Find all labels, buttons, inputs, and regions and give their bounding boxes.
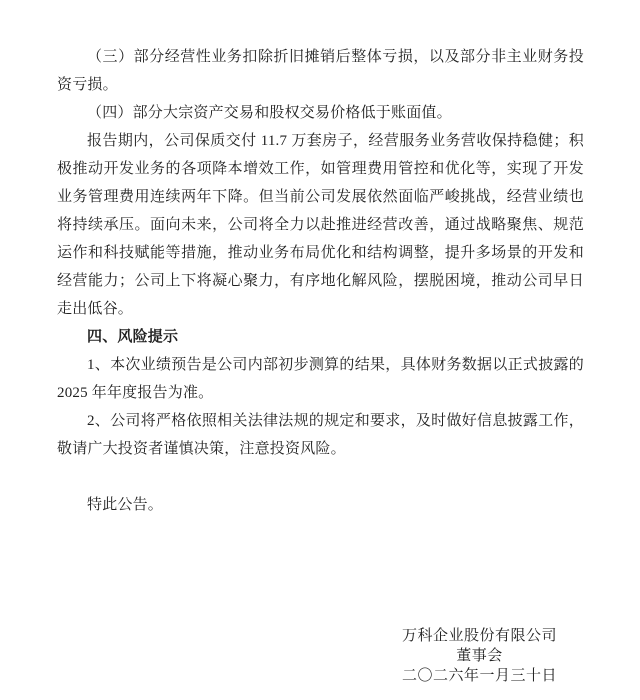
signature-date: 二〇二六年一月三十日: [401, 668, 557, 684]
paragraph-risk-1: 1、本次业绩预告是公司内部初步测算的结果，具体财务数据以正式披露的 2025 年年度报告为准。: [57, 357, 584, 401]
paragraph-report-summary: 报告期内，公司保质交付 11.7 万套房子，经营服务业务营收保持稳健；积极推动开发业务的各项降本增效工作，如管理费用管控和优化等，实现了开发业务管理费用连续两年下降。但当前公司发展依然面临严峻挑战，经营业绩也将持续承压。面向未来，公司将全力以赴推进经营改善，通过战略聚焦、规范运作和科技赋能等措施，推动业务布局优化和结构调整，提升多场景的开发和经营能力；公司上下将凝心聚力，有序地化解风险，摆脱困境，推动公司早日走出低谷。: [57, 133, 584, 317]
signature-company: 万科企业股份有限公司: [401, 628, 557, 644]
section-heading-risk-notice: 四、风险提示: [87, 329, 179, 345]
signature-signer: 董事会: [456, 648, 503, 664]
paragraph-item-4: （四）部分大宗资产交易和股权交易价格低于账面值。: [87, 105, 452, 121]
paragraph-risk-2: 2、公司将严格依照相关法律法规的规定和要求，及时做好信息披露工作，敬请广大投资者谨慎决策，注意投资风险。: [57, 413, 584, 457]
closing-statement: 特此公告。: [87, 497, 164, 513]
signature-inner: [402, 626, 557, 686]
paragraph-item-3: （三）部分经营性业务扣除折旧摊销后整体亏损，以及部分非主业财务投资亏损。: [57, 49, 584, 93]
signature-block: [57, 626, 584, 686]
